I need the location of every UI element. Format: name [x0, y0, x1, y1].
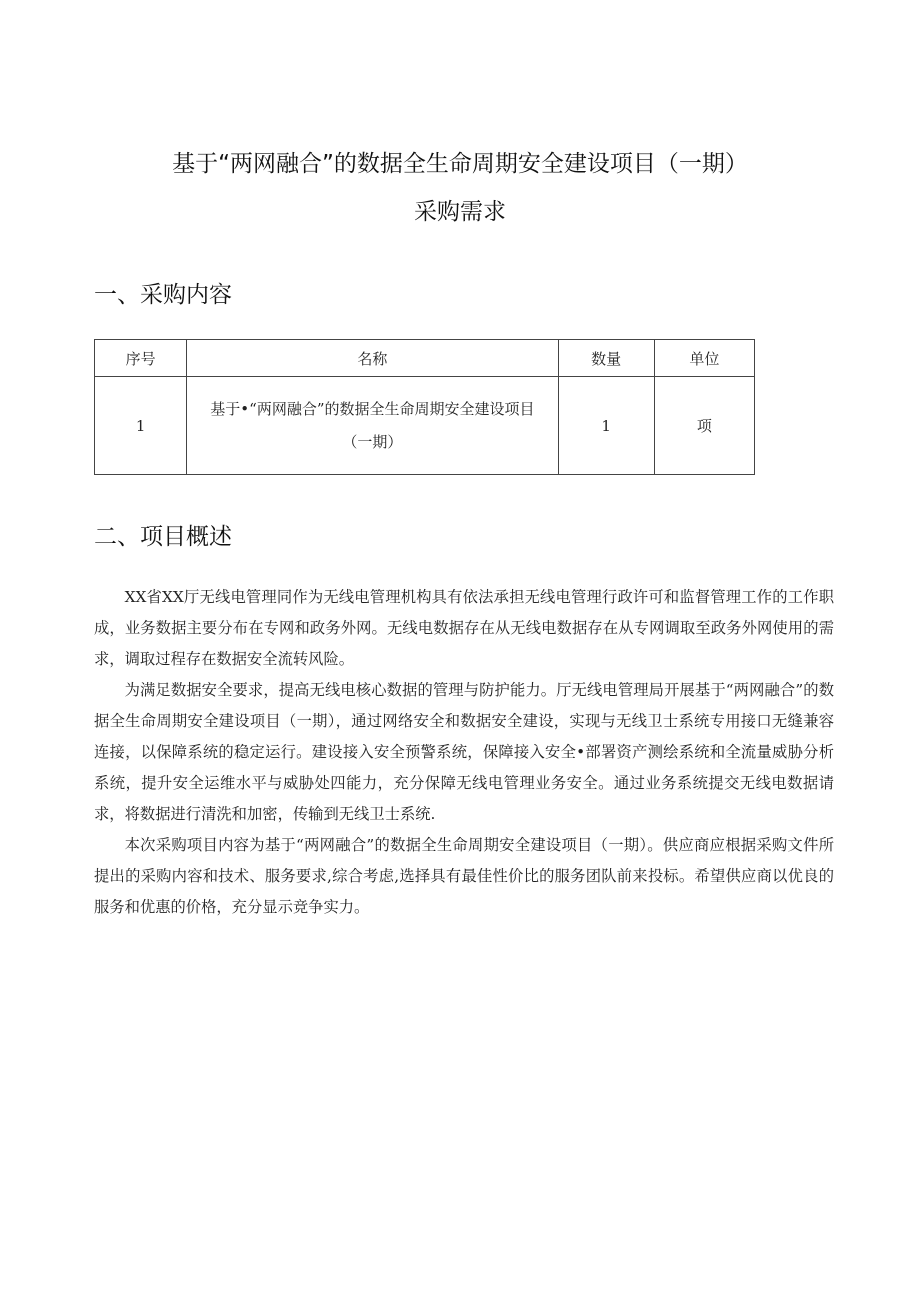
procurement-table — [94, 339, 755, 475]
header-unit: 单位 — [654, 340, 754, 377]
overview-paragraph-1: XX省XX厅无线电管理同作为无线电管理机构具有依法承担无线电管理行政许可和监督管理工作的工作职成，业务数据主要分布在专网和政务外网。无线电数据存在从无线电数据存在从专网调取至政务外网使用的需求，调取过程存在数据安全流转风险。 — [94, 588, 834, 668]
overview-paragraph-3: 本次采购项目内容为基于“两网融合”的数据全生命周期安全建设项目（一期）。供应商应根据采购文件所提出的采购内容和技术、服务要求,综合考虑,选择具有最佳性价比的服务团队前来投标。希望供应商以优良的服务和优惠的价格，充分显示竞争实力。 — [94, 836, 834, 916]
header-quantity: 数量 — [558, 340, 654, 377]
document-title: 基于“两网融合”的数据全生命周期安全建设项目（一期） — [172, 151, 748, 177]
section-heading-procurement-content: 一、采购内容 — [94, 282, 232, 308]
overview-paragraph-2: 为满足数据安全要求，提高无线电核心数据的管理与防护能力。厅无线电管理局开展基于“两网融合”的数据全生命周期安全建设项目（一期），通过网络安全和数据安全建设，实现与无线卫士系统专用接口无缝兼容连接，以保障系统的稳定运行。建设接入安全预警系统，保障接入安全•部署资产测绘系统和全流量威胁分析系统，提升安全运维水平与威胁处四能力，充分保障无线电管理业务安全。通过业务系统提交无线电数据请求，将数据进行清洗和加密，传输到无线卫士系统. — [94, 681, 834, 823]
cell-unit: 项 — [654, 377, 754, 475]
table-row — [95, 377, 755, 475]
overview-body — [94, 582, 834, 923]
document-subtitle: 采购需求 — [414, 199, 506, 225]
section-heading-project-overview: 二、项目概述 — [94, 524, 232, 550]
cell-quantity: 1 — [558, 377, 654, 475]
cell-name: 基于•“两网融合”的数据全生命周期安全建设项目（一期） — [187, 377, 558, 475]
header-index: 序号 — [95, 340, 187, 377]
table-header-row — [95, 340, 755, 377]
cell-index: 1 — [95, 377, 187, 475]
header-name: 名称 — [187, 340, 558, 377]
